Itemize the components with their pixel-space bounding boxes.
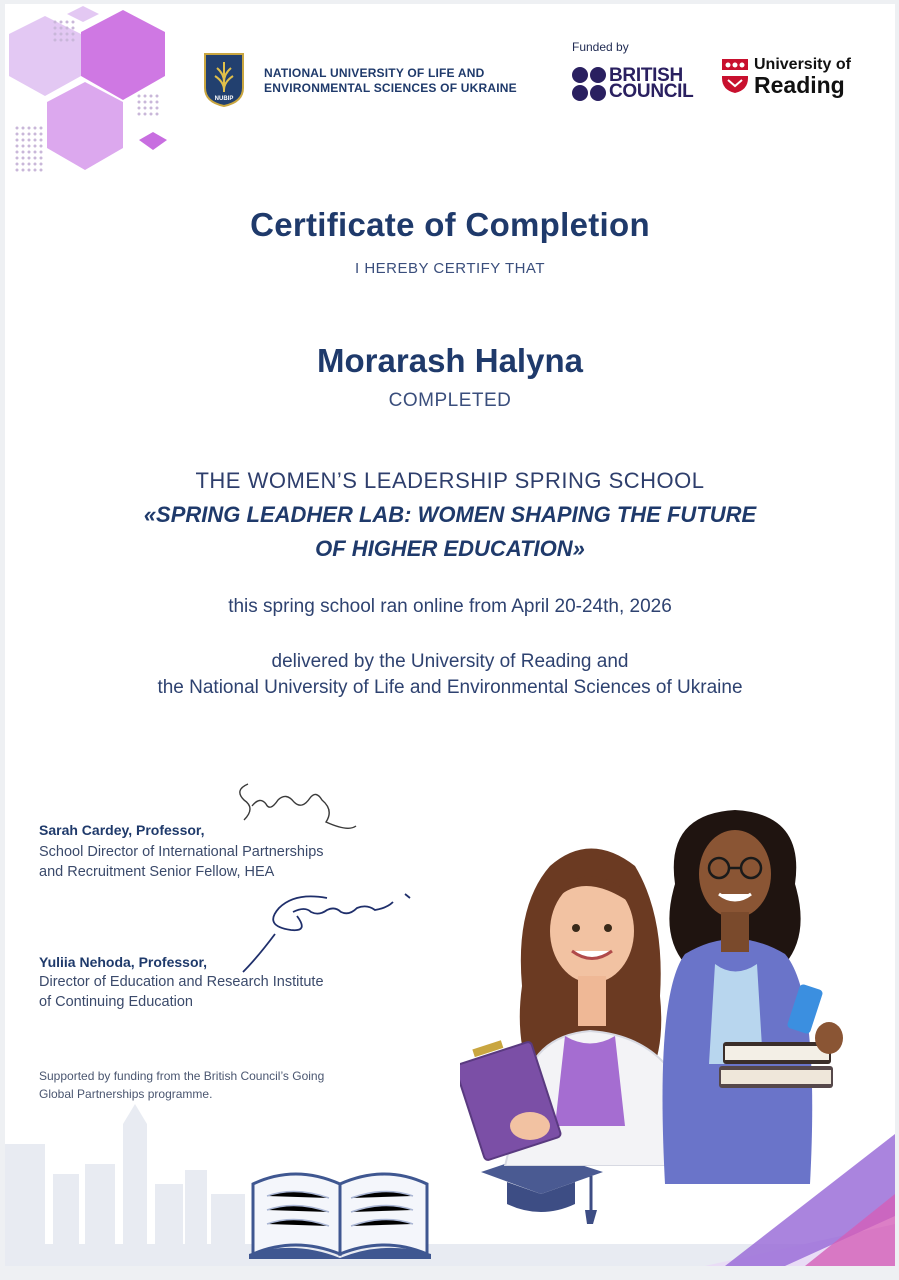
british-council-dots-icon (571, 66, 607, 102)
hexagon-decoration (5, 4, 180, 184)
dates-text: this spring school ran online from April 20-24th, 2026 (228, 596, 672, 617)
delivered-line2: the National University of Life and Environmental Sciences of Ukraine (157, 677, 743, 698)
university-name-line1: NATIONAL UNIVERSITY OF LIFE AND (264, 66, 485, 80)
signatory-1-role-line1: School Director of International Partnerships (39, 844, 324, 860)
lab-title (5, 498, 895, 566)
british-council-line1: BRITISH (609, 65, 683, 86)
signatory-2-role-line1: Director of Education and Research Institute (39, 974, 324, 990)
reading-logo (754, 55, 851, 98)
signatory-1-name: Sarah Cardey, Professor, (39, 822, 205, 838)
signatory-2-role (39, 972, 324, 1012)
funding-support-note (39, 1067, 324, 1103)
signature-sarah-cardey (230, 776, 360, 838)
university-name-line2: ENVIRONMENTAL SCIENCES OF UKRAINE (264, 81, 517, 95)
funding-support-line1: Supported by funding from the British Council’s Going (39, 1069, 325, 1083)
woman-with-books-illustration (645, 804, 845, 1184)
signatory-2-role-line2: of Continuing Education (39, 994, 193, 1010)
lab-title-line2: OF HIGHER EDUCATION» (315, 536, 585, 561)
british-council-logo (609, 65, 694, 102)
signatory-1-role-line2: and Recruitment Senior Fellow, HEA (39, 864, 275, 880)
recipient-name: Morarash Halyna (317, 342, 583, 379)
program-line: THE WOMEN’S LEADERSHIP SPRING SCHOOL (195, 468, 705, 493)
certificate-page (5, 4, 895, 1266)
nubip-shield-icon (203, 52, 245, 108)
reading-line1: University of (754, 56, 851, 73)
british-council-line2: COUNCIL (609, 81, 694, 102)
open-book-icon (245, 1154, 435, 1259)
reading-line2: Reading (754, 72, 845, 98)
delivered-line1: delivered by the University of Reading and (271, 651, 629, 672)
certificate-title: Certificate of Completion (250, 206, 650, 243)
funding-support-line2: Global Partnerships programme. (39, 1087, 213, 1101)
delivered-text (5, 649, 895, 701)
signature-yuliia-nehoda (235, 886, 420, 978)
signatory-2-name: Yuliia Nehoda, Professor, (39, 954, 208, 970)
completed-text: COMPLETED (388, 390, 512, 411)
funded-by-label: Funded by (572, 40, 629, 54)
reading-crest-icon (721, 58, 749, 94)
signatory-1-role (39, 842, 324, 882)
nubip-logo-text: NUBIP (214, 96, 234, 102)
certify-text: I HEREBY CERTIFY THAT (355, 260, 545, 277)
lab-title-line1: «SPRING LEADHER LAB: WOMEN SHAPING THE FUTURE (143, 502, 757, 527)
university-name (264, 66, 517, 96)
